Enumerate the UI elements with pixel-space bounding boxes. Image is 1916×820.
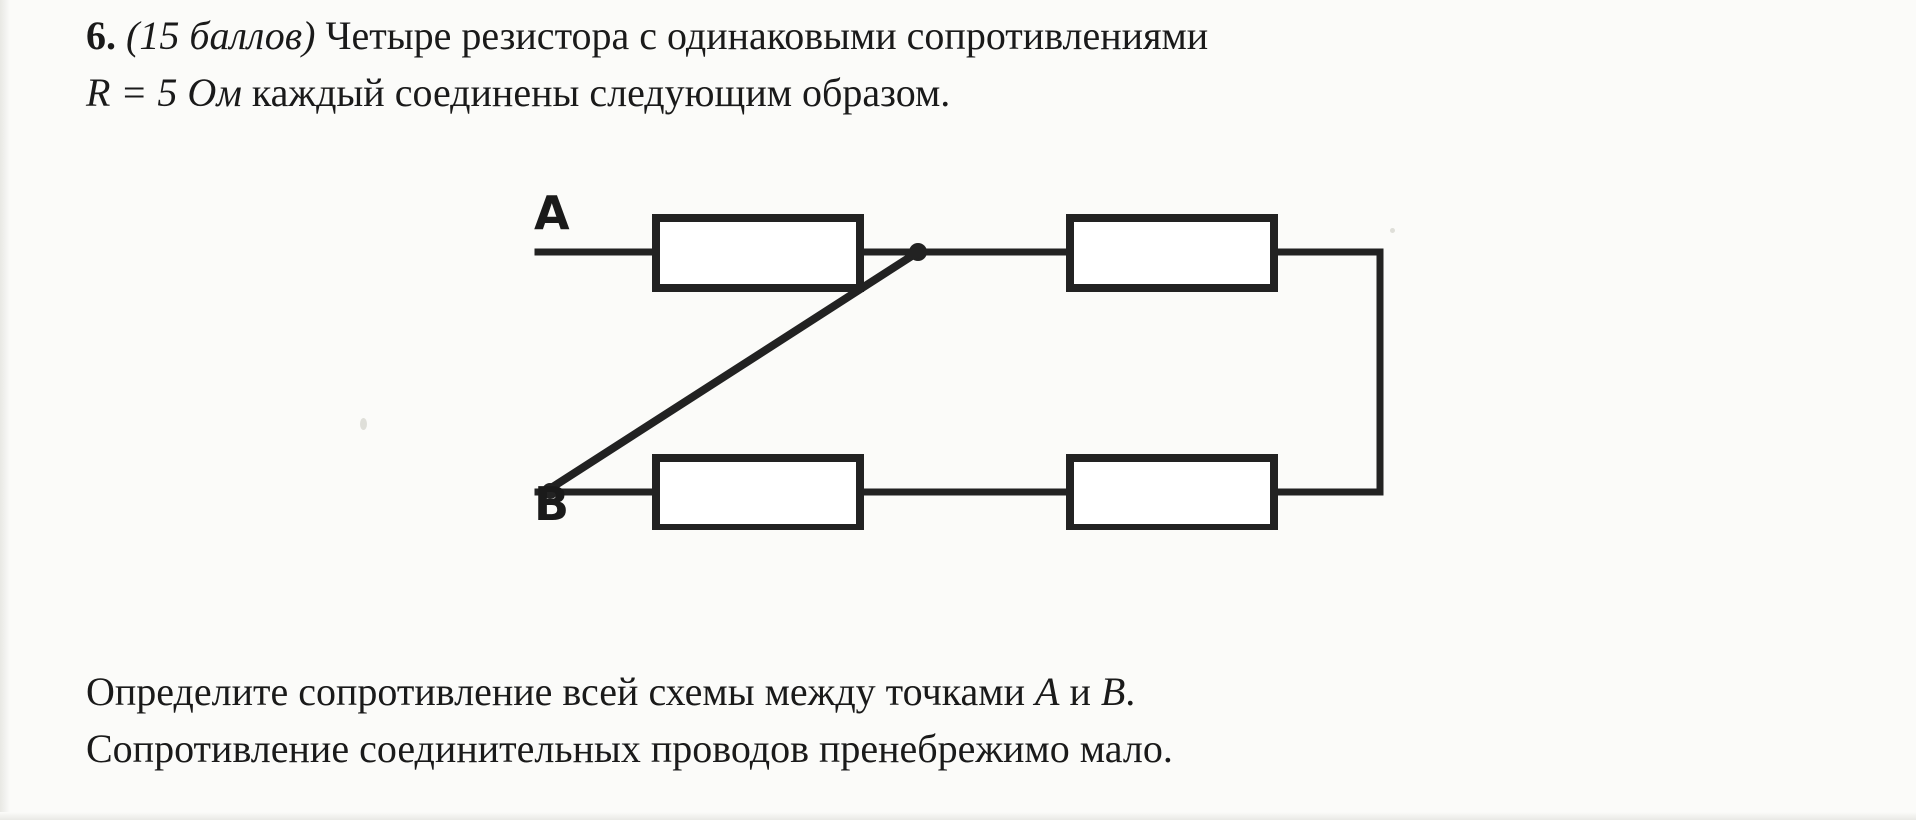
question-point-a: A xyxy=(1035,669,1060,714)
terminal-label-b: B xyxy=(534,477,570,531)
question-point-b: B xyxy=(1100,669,1126,714)
circuit-diagram xyxy=(500,170,1440,530)
resistor-bottom-left xyxy=(656,458,860,528)
resistor-top-left xyxy=(656,218,860,288)
problem-question xyxy=(86,664,1846,778)
question-period: . xyxy=(1125,669,1136,714)
junction-node-top xyxy=(909,243,927,261)
scan-edge-left xyxy=(0,0,10,820)
problem-statement xyxy=(86,8,1846,122)
question-conjunction: и xyxy=(1069,669,1091,714)
resistor-top-right xyxy=(1070,218,1274,288)
problem-number: 6. xyxy=(86,13,116,58)
paper-speck xyxy=(360,418,367,430)
problem-statement-line-1: Четыре резистора с одинаковыми сопротивлениями xyxy=(325,13,1209,58)
terminal-label-a: A xyxy=(534,186,571,240)
resistor-bottom-right xyxy=(1070,458,1274,528)
question-line-1: Определите сопротивление всей схемы между точками xyxy=(86,669,1026,714)
problem-statement-line-2: каждый соединены следующим образом. xyxy=(251,69,951,115)
problem-points: (15 баллов) xyxy=(126,13,316,58)
question-line-2: Сопротивление соединительных проводов пренебрежимо мало. xyxy=(86,725,1173,771)
scan-edge-bottom xyxy=(0,812,1916,820)
resistance-value: R = 5 Ом xyxy=(86,69,242,115)
